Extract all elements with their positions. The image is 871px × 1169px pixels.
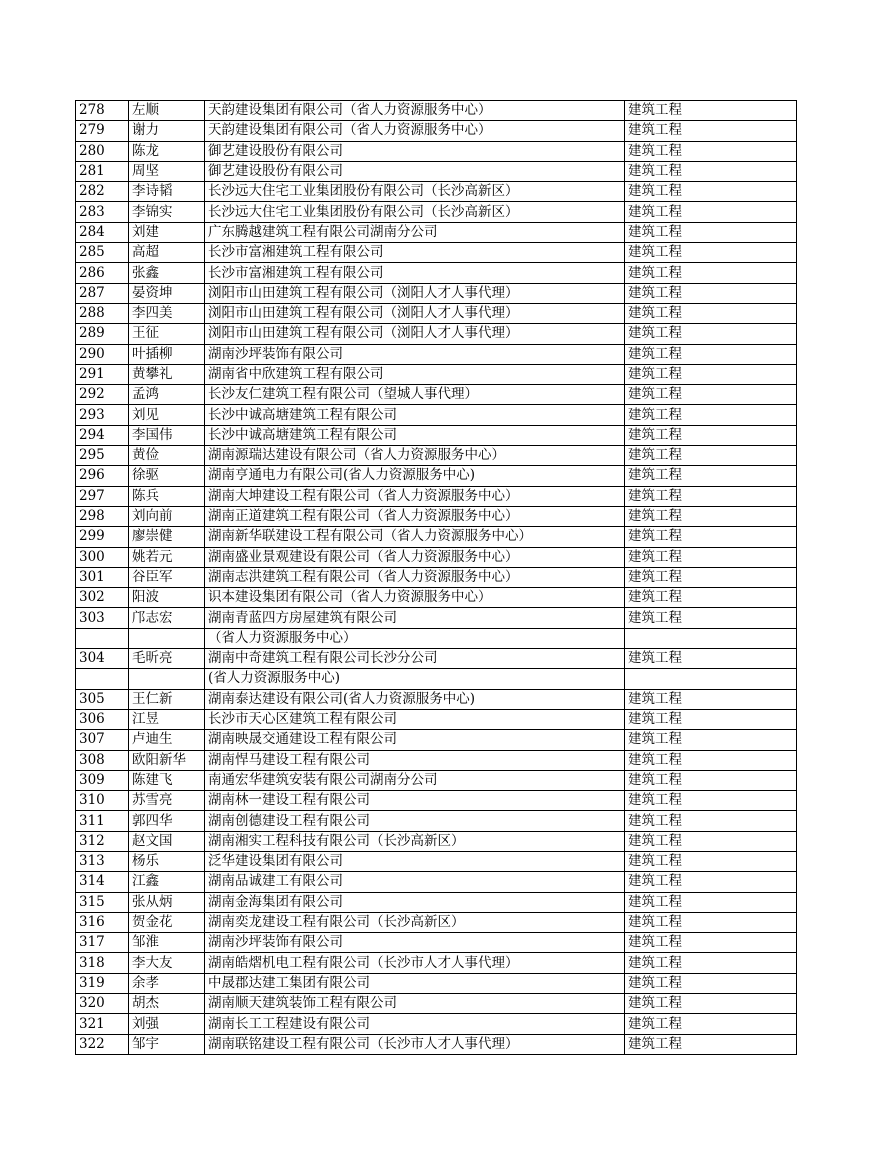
employer-cell: 御艺建设股份有限公司 bbox=[205, 141, 625, 161]
employer-cell: （省人力资源服务中心） bbox=[205, 628, 625, 648]
table-row bbox=[76, 567, 797, 587]
row-number-cell: 300 bbox=[76, 547, 129, 567]
employer-cell: 湖南沙坪装饰有限公司 bbox=[205, 933, 625, 953]
row-number-cell: 298 bbox=[76, 506, 129, 526]
person-name-cell: 叶插柳 bbox=[129, 344, 205, 364]
major-cell: 建筑工程 bbox=[625, 425, 797, 445]
employer-cell: 南通宏华建筑安装有限公司湖南分公司 bbox=[205, 770, 625, 790]
table-row bbox=[76, 973, 797, 993]
row-number-cell: 292 bbox=[76, 385, 129, 405]
row-number-cell: 286 bbox=[76, 263, 129, 283]
employer-cell: (省人力资源服务中心) bbox=[205, 669, 625, 689]
major-cell: 建筑工程 bbox=[625, 709, 797, 729]
row-number-cell: 321 bbox=[76, 1014, 129, 1034]
person-name-cell: 谢力 bbox=[129, 121, 205, 141]
major-cell: 建筑工程 bbox=[625, 527, 797, 547]
row-number-cell: 305 bbox=[76, 689, 129, 709]
major-cell: 建筑工程 bbox=[625, 364, 797, 384]
major-cell: 建筑工程 bbox=[625, 608, 797, 628]
person-name-cell: 毛昕亮 bbox=[129, 649, 205, 669]
employer-cell: 湖南金海集团有限公司 bbox=[205, 892, 625, 912]
row-number-cell: 299 bbox=[76, 527, 129, 547]
person-name-cell: 卢迪生 bbox=[129, 730, 205, 750]
employer-cell: 湖南映晟交通建设工程有限公司 bbox=[205, 730, 625, 750]
row-number-cell: 289 bbox=[76, 324, 129, 344]
table-row bbox=[76, 608, 797, 628]
employer-cell: 浏阳市山田建筑工程有限公司（浏阳人才人事代理） bbox=[205, 283, 625, 303]
employer-cell: 中晟郡达建工集团有限公司 bbox=[205, 973, 625, 993]
table-row bbox=[76, 446, 797, 466]
major-cell: 建筑工程 bbox=[625, 791, 797, 811]
major-cell: 建筑工程 bbox=[625, 588, 797, 608]
major-cell: 建筑工程 bbox=[625, 567, 797, 587]
table-row bbox=[76, 364, 797, 384]
table-row bbox=[76, 466, 797, 486]
employer-cell: 湖南亨通电力有限公司(省人力资源服务中心) bbox=[205, 466, 625, 486]
roster-table bbox=[75, 100, 797, 1055]
person-name-cell: 张从炳 bbox=[129, 892, 205, 912]
employer-cell: 湖南泰达建设有限公司(省人力资源服务中心) bbox=[205, 689, 625, 709]
employer-cell: 湖南盛业景观建设有限公司（省人力资源服务中心） bbox=[205, 547, 625, 567]
row-number-cell: 296 bbox=[76, 466, 129, 486]
major-cell: 建筑工程 bbox=[625, 831, 797, 851]
row-number-cell: 312 bbox=[76, 831, 129, 851]
person-name-cell: 王征 bbox=[129, 324, 205, 344]
major-cell: 建筑工程 bbox=[625, 385, 797, 405]
major-cell bbox=[625, 628, 797, 648]
table-row bbox=[76, 141, 797, 161]
person-name-cell bbox=[129, 669, 205, 689]
person-name-cell: 左顺 bbox=[129, 101, 205, 121]
employer-cell: 长沙市富湘建筑工程有限公司 bbox=[205, 263, 625, 283]
person-name-cell: 张鑫 bbox=[129, 263, 205, 283]
employer-cell: 湖南湘实工程科技有限公司（长沙高新区） bbox=[205, 831, 625, 851]
row-number-cell: 306 bbox=[76, 709, 129, 729]
table-row bbox=[76, 506, 797, 526]
row-number-cell: 290 bbox=[76, 344, 129, 364]
employer-cell: 泛华建设集团有限公司 bbox=[205, 851, 625, 871]
table-row bbox=[76, 709, 797, 729]
employer-cell: 长沙中诚高塘建筑工程有限公司 bbox=[205, 405, 625, 425]
major-cell: 建筑工程 bbox=[625, 243, 797, 263]
person-name-cell: 王仁新 bbox=[129, 689, 205, 709]
table-row bbox=[76, 994, 797, 1014]
row-number-cell bbox=[76, 628, 129, 648]
row-number-cell: 303 bbox=[76, 608, 129, 628]
table-row bbox=[76, 750, 797, 770]
table-row bbox=[76, 303, 797, 323]
row-number-cell: 293 bbox=[76, 405, 129, 425]
person-name-cell: 贺金花 bbox=[129, 912, 205, 932]
table-row bbox=[76, 161, 797, 181]
table-row bbox=[76, 669, 797, 689]
major-cell: 建筑工程 bbox=[625, 466, 797, 486]
person-name-cell: 刘向前 bbox=[129, 506, 205, 526]
table-row bbox=[76, 101, 797, 121]
person-name-cell: 欧阳新华 bbox=[129, 750, 205, 770]
person-name-cell: 高超 bbox=[129, 243, 205, 263]
employer-cell: 湖南源瑞达建设有限公司（省人力资源服务中心） bbox=[205, 446, 625, 466]
major-cell: 建筑工程 bbox=[625, 263, 797, 283]
table-row bbox=[76, 689, 797, 709]
major-cell: 建筑工程 bbox=[625, 182, 797, 202]
table-row bbox=[76, 1034, 797, 1054]
major-cell: 建筑工程 bbox=[625, 1014, 797, 1034]
person-name-cell: 周坚 bbox=[129, 161, 205, 181]
table-row bbox=[76, 588, 797, 608]
row-number-cell: 314 bbox=[76, 872, 129, 892]
person-name-cell: 邹淮 bbox=[129, 933, 205, 953]
row-number-cell: 320 bbox=[76, 994, 129, 1014]
employer-cell: 识本建设集团有限公司（省人力资源服务中心） bbox=[205, 588, 625, 608]
table-row bbox=[76, 649, 797, 669]
employer-cell: 湖南奕龙建设工程有限公司（长沙高新区） bbox=[205, 912, 625, 932]
person-name-cell: 刘建 bbox=[129, 222, 205, 242]
row-number-cell: 288 bbox=[76, 303, 129, 323]
table-row bbox=[76, 811, 797, 831]
employer-cell: 湖南品诚建工有限公司 bbox=[205, 872, 625, 892]
person-name-cell: 李大友 bbox=[129, 953, 205, 973]
row-number-cell: 316 bbox=[76, 912, 129, 932]
major-cell: 建筑工程 bbox=[625, 851, 797, 871]
major-cell: 建筑工程 bbox=[625, 649, 797, 669]
row-number-cell: 281 bbox=[76, 161, 129, 181]
person-name-cell: 廖崇健 bbox=[129, 527, 205, 547]
row-number-cell: 315 bbox=[76, 892, 129, 912]
employer-cell: 湖南志洪建筑工程有限公司（省人力资源服务中心） bbox=[205, 567, 625, 587]
row-number-cell: 310 bbox=[76, 791, 129, 811]
employer-cell: 长沙远大住宅工业集团股份有限公司（长沙高新区） bbox=[205, 202, 625, 222]
person-name-cell: 李诗韬 bbox=[129, 182, 205, 202]
row-number-cell: 279 bbox=[76, 121, 129, 141]
employer-cell: 长沙中诚高塘建筑工程有限公司 bbox=[205, 425, 625, 445]
employer-cell: 长沙友仁建筑工程有限公司（望城人事代理） bbox=[205, 385, 625, 405]
table-row bbox=[76, 121, 797, 141]
person-name-cell: 阳波 bbox=[129, 588, 205, 608]
major-cell: 建筑工程 bbox=[625, 1034, 797, 1054]
row-number-cell: 287 bbox=[76, 283, 129, 303]
table-row bbox=[76, 791, 797, 811]
person-name-cell: 陈兵 bbox=[129, 486, 205, 506]
employer-cell: 浏阳市山田建筑工程有限公司（浏阳人才人事代理） bbox=[205, 303, 625, 323]
table-row bbox=[76, 324, 797, 344]
row-number-cell: 308 bbox=[76, 750, 129, 770]
table-row bbox=[76, 912, 797, 932]
major-cell: 建筑工程 bbox=[625, 222, 797, 242]
person-name-cell: 邝志宏 bbox=[129, 608, 205, 628]
major-cell: 建筑工程 bbox=[625, 872, 797, 892]
row-number-cell: 318 bbox=[76, 953, 129, 973]
table-row bbox=[76, 263, 797, 283]
person-name-cell: 江昱 bbox=[129, 709, 205, 729]
person-name-cell: 黄攀礼 bbox=[129, 364, 205, 384]
row-number-cell: 280 bbox=[76, 141, 129, 161]
row-number-cell: 283 bbox=[76, 202, 129, 222]
major-cell: 建筑工程 bbox=[625, 344, 797, 364]
table-row bbox=[76, 831, 797, 851]
table-row bbox=[76, 872, 797, 892]
person-name-cell: 李四美 bbox=[129, 303, 205, 323]
major-cell: 建筑工程 bbox=[625, 750, 797, 770]
table-row bbox=[76, 1014, 797, 1034]
person-name-cell: 苏雪亮 bbox=[129, 791, 205, 811]
major-cell: 建筑工程 bbox=[625, 446, 797, 466]
employer-cell: 湖南长工工程建设有限公司 bbox=[205, 1014, 625, 1034]
major-cell: 建筑工程 bbox=[625, 141, 797, 161]
person-name-cell: 晏资坤 bbox=[129, 283, 205, 303]
person-name-cell: 李国伟 bbox=[129, 425, 205, 445]
person-name-cell: 姚若元 bbox=[129, 547, 205, 567]
person-name-cell: 刘强 bbox=[129, 1014, 205, 1034]
table-row bbox=[76, 953, 797, 973]
major-cell: 建筑工程 bbox=[625, 303, 797, 323]
major-cell: 建筑工程 bbox=[625, 405, 797, 425]
row-number-cell: 278 bbox=[76, 101, 129, 121]
roster-table-body bbox=[76, 101, 797, 1055]
row-number-cell: 313 bbox=[76, 851, 129, 871]
major-cell: 建筑工程 bbox=[625, 892, 797, 912]
person-name-cell: 余孝 bbox=[129, 973, 205, 993]
employer-cell: 湖南联铭建设工程有限公司（长沙市人才人事代理） bbox=[205, 1034, 625, 1054]
row-number-cell: 319 bbox=[76, 973, 129, 993]
employer-cell: 湖南中奇建筑工程有限公司长沙分公司 bbox=[205, 649, 625, 669]
employer-cell: 湖南沙坪装饰有限公司 bbox=[205, 344, 625, 364]
table-row bbox=[76, 892, 797, 912]
person-name-cell: 胡杰 bbox=[129, 994, 205, 1014]
row-number-cell: 284 bbox=[76, 222, 129, 242]
row-number-cell: 311 bbox=[76, 811, 129, 831]
major-cell: 建筑工程 bbox=[625, 994, 797, 1014]
table-row bbox=[76, 851, 797, 871]
table-row bbox=[76, 527, 797, 547]
table-row bbox=[76, 486, 797, 506]
row-number-cell: 317 bbox=[76, 933, 129, 953]
major-cell: 建筑工程 bbox=[625, 547, 797, 567]
row-number-cell: 307 bbox=[76, 730, 129, 750]
person-name-cell: 陈建飞 bbox=[129, 770, 205, 790]
major-cell: 建筑工程 bbox=[625, 730, 797, 750]
major-cell: 建筑工程 bbox=[625, 973, 797, 993]
table-row bbox=[76, 405, 797, 425]
table-row bbox=[76, 344, 797, 364]
row-number-cell: 297 bbox=[76, 486, 129, 506]
person-name-cell: 刘见 bbox=[129, 405, 205, 425]
major-cell: 建筑工程 bbox=[625, 689, 797, 709]
table-row bbox=[76, 222, 797, 242]
employer-cell: 天韵建设集团有限公司（省人力资源服务中心） bbox=[205, 101, 625, 121]
employer-cell: 浏阳市山田建筑工程有限公司（浏阳人才人事代理） bbox=[205, 324, 625, 344]
major-cell: 建筑工程 bbox=[625, 161, 797, 181]
row-number-cell: 302 bbox=[76, 588, 129, 608]
table-row bbox=[76, 628, 797, 648]
person-name-cell: 李锦实 bbox=[129, 202, 205, 222]
employer-cell: 湖南新华联建设工程有限公司（省人力资源服务中心） bbox=[205, 527, 625, 547]
person-name-cell: 陈龙 bbox=[129, 141, 205, 161]
major-cell: 建筑工程 bbox=[625, 912, 797, 932]
row-number-cell: 282 bbox=[76, 182, 129, 202]
major-cell: 建筑工程 bbox=[625, 101, 797, 121]
major-cell: 建筑工程 bbox=[625, 283, 797, 303]
row-number-cell bbox=[76, 669, 129, 689]
employer-cell: 天韵建设集团有限公司（省人力资源服务中心） bbox=[205, 121, 625, 141]
major-cell: 建筑工程 bbox=[625, 933, 797, 953]
table-row bbox=[76, 933, 797, 953]
person-name-cell: 孟鸿 bbox=[129, 385, 205, 405]
major-cell: 建筑工程 bbox=[625, 202, 797, 222]
person-name-cell: 谷臣军 bbox=[129, 567, 205, 587]
major-cell: 建筑工程 bbox=[625, 324, 797, 344]
person-name-cell: 邹宇 bbox=[129, 1034, 205, 1054]
table-row bbox=[76, 182, 797, 202]
employer-cell: 湖南悍马建设工程有限公司 bbox=[205, 750, 625, 770]
table-row bbox=[76, 547, 797, 567]
table-row bbox=[76, 283, 797, 303]
row-number-cell: 294 bbox=[76, 425, 129, 445]
row-number-cell: 322 bbox=[76, 1034, 129, 1054]
row-number-cell: 295 bbox=[76, 446, 129, 466]
person-name-cell: 黄俭 bbox=[129, 446, 205, 466]
table-row bbox=[76, 425, 797, 445]
table-row bbox=[76, 243, 797, 263]
table-row bbox=[76, 730, 797, 750]
person-name-cell: 郭四华 bbox=[129, 811, 205, 831]
major-cell: 建筑工程 bbox=[625, 121, 797, 141]
employer-cell: 湖南青蓝四方房屋建筑有限公司 bbox=[205, 608, 625, 628]
employer-cell: 湖南创德建设工程有限公司 bbox=[205, 811, 625, 831]
person-name-cell: 杨乐 bbox=[129, 851, 205, 871]
employer-cell: 长沙市天心区建筑工程有限公司 bbox=[205, 709, 625, 729]
employer-cell: 湖南林一建设工程有限公司 bbox=[205, 791, 625, 811]
row-number-cell: 285 bbox=[76, 243, 129, 263]
table-row bbox=[76, 770, 797, 790]
row-number-cell: 301 bbox=[76, 567, 129, 587]
table-row bbox=[76, 202, 797, 222]
major-cell: 建筑工程 bbox=[625, 811, 797, 831]
major-cell bbox=[625, 669, 797, 689]
person-name-cell: 江鑫 bbox=[129, 872, 205, 892]
row-number-cell: 304 bbox=[76, 649, 129, 669]
row-number-cell: 291 bbox=[76, 364, 129, 384]
employer-cell: 湖南省中欣建筑工程有限公司 bbox=[205, 364, 625, 384]
table-row bbox=[76, 385, 797, 405]
employer-cell: 湖南大坤建设工程有限公司（省人力资源服务中心） bbox=[205, 486, 625, 506]
employer-cell: 广东腾越建筑工程有限公司湖南分公司 bbox=[205, 222, 625, 242]
major-cell: 建筑工程 bbox=[625, 506, 797, 526]
employer-cell: 湖南正道建筑工程有限公司（省人力资源服务中心） bbox=[205, 506, 625, 526]
employer-cell: 湖南皓熠机电工程有限公司（长沙市人才人事代理） bbox=[205, 953, 625, 973]
employer-cell: 湖南顺天建筑装饰工程有限公司 bbox=[205, 994, 625, 1014]
major-cell: 建筑工程 bbox=[625, 953, 797, 973]
person-name-cell: 徐驱 bbox=[129, 466, 205, 486]
row-number-cell: 309 bbox=[76, 770, 129, 790]
employer-cell: 长沙远大住宅工业集团股份有限公司（长沙高新区） bbox=[205, 182, 625, 202]
employer-cell: 长沙市富湘建筑工程有限公司 bbox=[205, 243, 625, 263]
person-name-cell bbox=[129, 628, 205, 648]
person-name-cell: 赵文国 bbox=[129, 831, 205, 851]
major-cell: 建筑工程 bbox=[625, 486, 797, 506]
major-cell: 建筑工程 bbox=[625, 770, 797, 790]
employer-cell: 御艺建设股份有限公司 bbox=[205, 161, 625, 181]
